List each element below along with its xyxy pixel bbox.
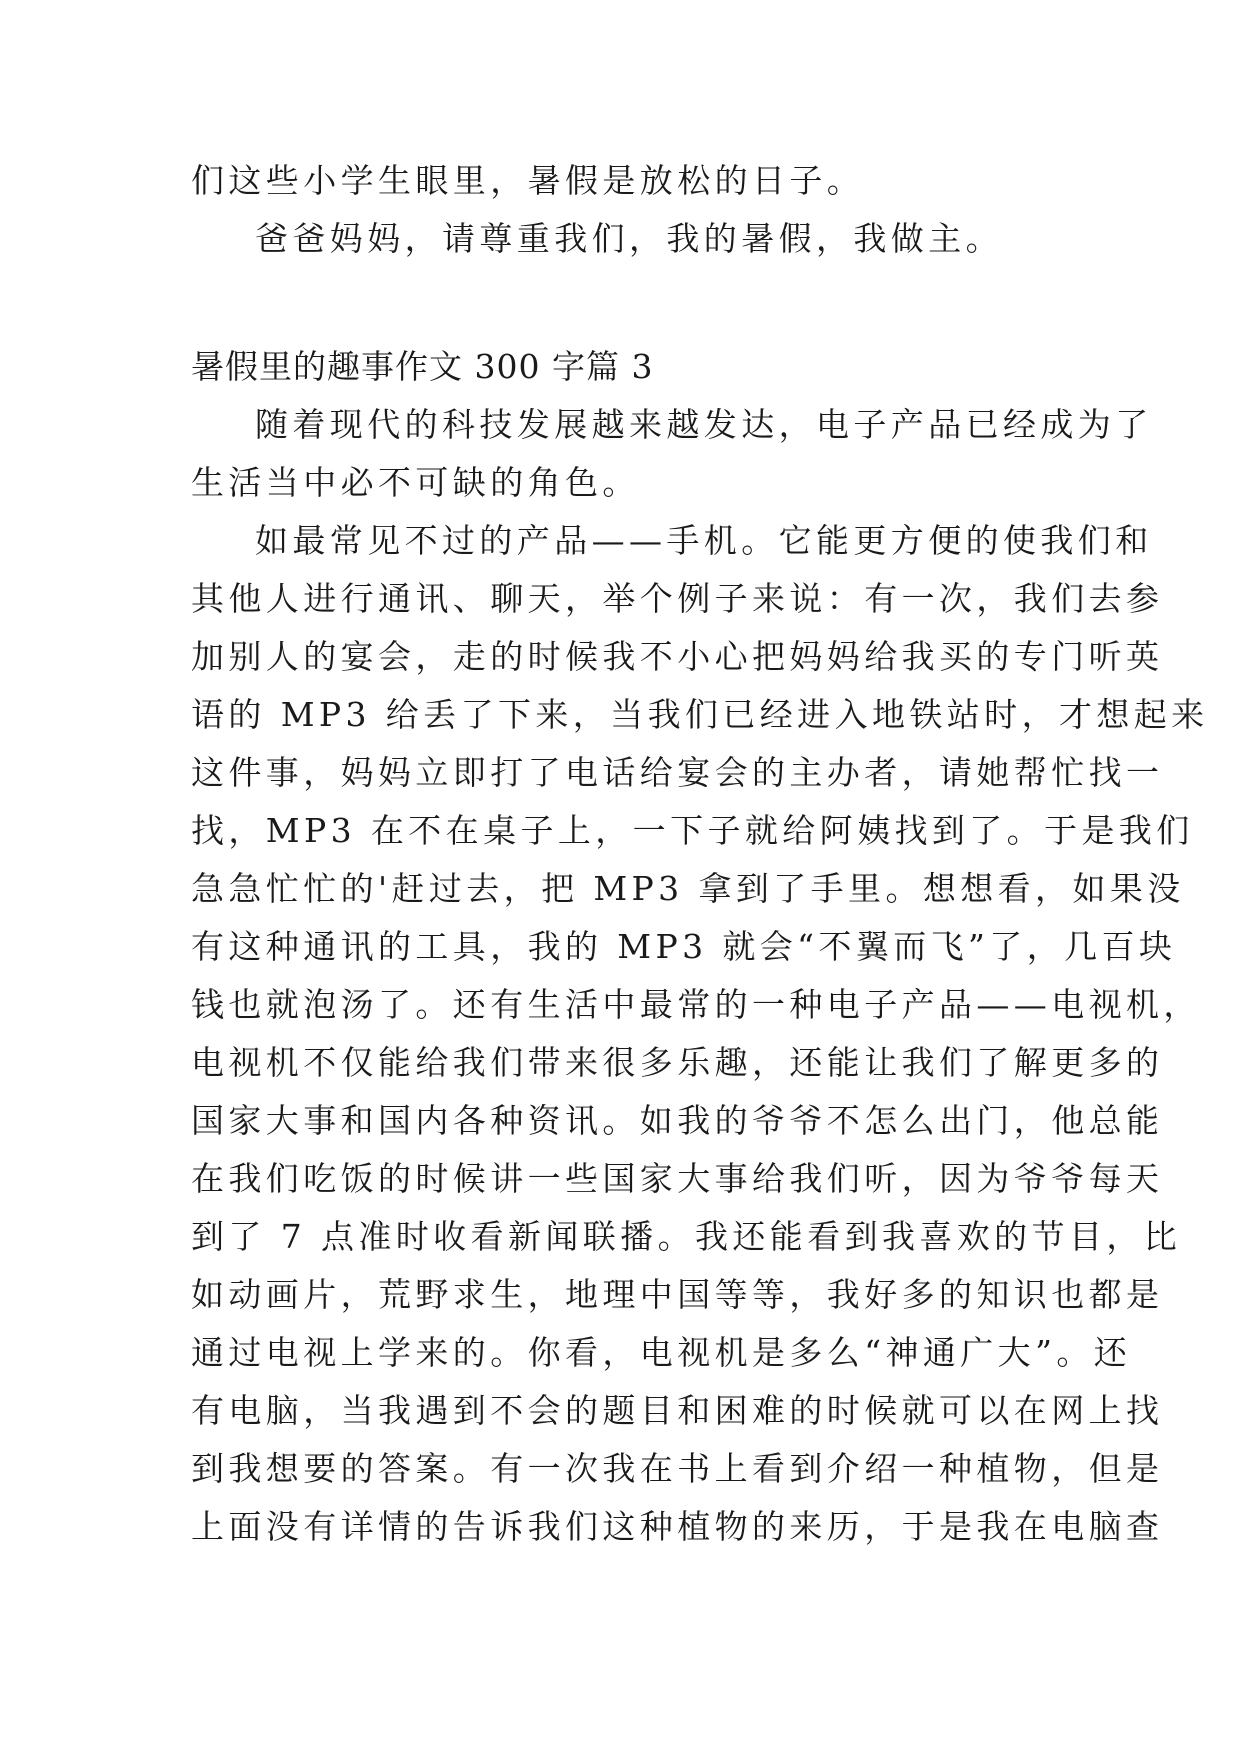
paragraph-line: 其他人进行通讯、聊天，举个例子来说：有一次，我们去参 [191, 579, 1164, 618]
paragraph-line: 到了 7 点准时收看新闻联播。我还能看到我喜欢的节目，比 [191, 1217, 1182, 1256]
paragraph-line: 急急忙忙的'赶过去，把 MP3 拿到了手里。想想看，如果没 [191, 869, 1185, 908]
document-body [191, 152, 1209, 1556]
paragraph-line: 爸爸妈妈，请尊重我们，我的暑假，我做主。 [255, 219, 1003, 258]
paragraph-line: 通过电视上学来的。你看，电视机是多么“神通广大”。还 [191, 1333, 1132, 1372]
paragraph-line: 电视机不仅能给我们带来很多乐趣，还能让我们了解更多的 [191, 1043, 1164, 1082]
paragraph-line: 生活当中必不可缺的角色。 [191, 463, 640, 502]
paragraph-line: 上面没有详情的告诉我们这种植物的来历，于是我在电脑查 [191, 1507, 1164, 1546]
paragraph-line: 们这些小学生眼里，暑假是放松的日子。 [191, 161, 865, 200]
paragraph-line: 国家大事和国内各种资讯。如我的爷爷不怎么出门，他总能 [191, 1101, 1164, 1140]
paragraph-line: 这件事，妈妈立即打了电话给宴会的主办者，请她帮忙找一 [191, 753, 1164, 792]
paragraph-line: 如最常见不过的产品——手机。它能更方便的使我们和 [255, 521, 1153, 560]
section-gap [191, 268, 1061, 338]
paragraph-line: 语的 MP3 给丢了下来，当我们已经进入地铁站时，才想起来 [191, 695, 1209, 734]
paragraph-line: 有电脑，当我遇到不会的题目和困难的时候就可以在网上找 [191, 1391, 1164, 1430]
paragraph-line: 钱也就泡汤了。还有生活中最常的一种电子产品——电视机， [191, 985, 1201, 1024]
paragraph-line: 在我们吃饭的时候讲一些国家大事给我们听，因为爷爷每天 [191, 1159, 1164, 1198]
paragraph-line: 如动画片，荒野求生，地理中国等等，我好多的知识也都是 [191, 1275, 1164, 1314]
paragraph-line: 随着现代的科技发展越来越发达，电子产品已经成为了 [255, 405, 1153, 444]
paragraph-line: 找，MP3 在不在桌子上，一下子就给阿姨找到了。于是我们 [191, 811, 1194, 850]
paragraph-line: 加别人的宴会，走的时候我不小心把妈妈给我买的专门听英 [191, 637, 1164, 676]
paragraph-line: 到我想要的答案。有一次我在书上看到介绍一种植物，但是 [191, 1449, 1164, 1488]
paragraph-line: 有这种通讯的工具，我的 MP3 就会“不翼而飞”了，几百块 [191, 927, 1177, 966]
section-title: 暑假里的趣事作文 300 字篇 3 [191, 347, 654, 386]
